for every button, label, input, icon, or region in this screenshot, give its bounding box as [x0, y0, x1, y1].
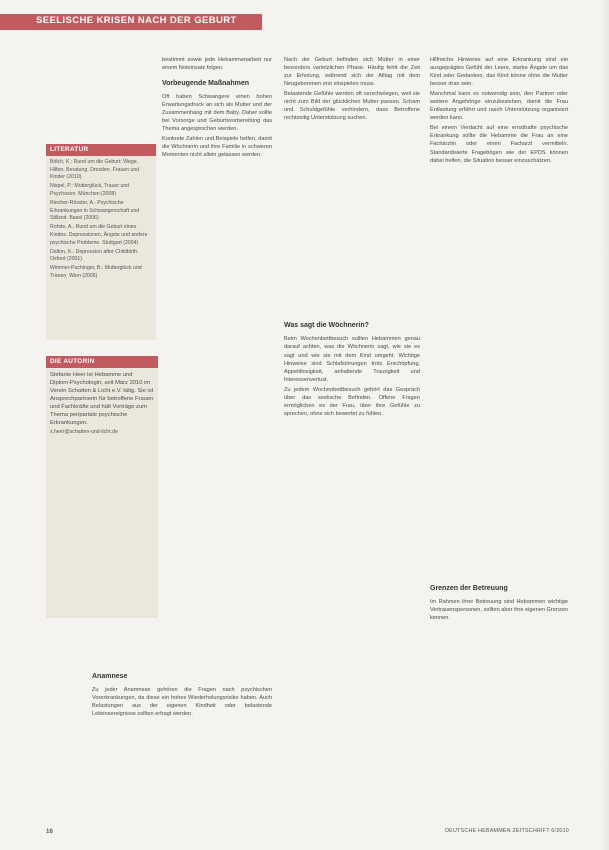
- column-2: [284, 56, 420, 420]
- column-1-lower: [92, 665, 272, 720]
- paragraph: Oft haben Schwangere einen hohen Erwartungsdruck an sich als Mutter und der Zusammenhang mit dem Baby. Daher sollte bei Vorsorge und Geburtsvorbereitung das Thema angesprochen werden.: [162, 94, 272, 133]
- paragraph: Manchmal kann es notwendig sein, den Partner oder weitere Angehörige einzubeziehen, damit die Frau Entlastung erfährt und rasch Unterstützung organisiert werden kann.: [430, 91, 568, 122]
- column-1-body: [162, 80, 272, 161]
- column-3: [430, 56, 568, 624]
- literature-entry: Bölch, K.: Rund um die Geburt: Wege, Hilfen, Beratung. Dresden. Frauen und Kinder (2010): [50, 158, 140, 181]
- paragraph: Nach der Geburt befinden sich Mütter in einer besonders verletzlichen Phase. Häufig fehlt die Zeit zur Erholung, während sich der Alltag mit dem Neugeborenen erst einspielen muss.: [284, 57, 420, 88]
- paragraph: bestimmt sowie jede Hebammenarbeit nur einem Noteinsatz folgen.: [162, 57, 272, 72]
- page-footer: [0, 828, 609, 842]
- subheading-anamnese: Anamnese: [92, 673, 128, 680]
- section-title: SEELISCHE KRISEN NACH DER GEBURT: [36, 15, 237, 26]
- column-1-intro: [162, 56, 272, 74]
- paragraph: Hilfreiche Hinweise auf eine Erkrankung sind ein ausgeprägtes Gefühl der Leere, starke Ängste um das Kind oder Gedanken, das Kind könne ohne die Mutter besser dran sein.: [430, 57, 568, 88]
- subheading-vorbeugende-massnahmen: Vorbeugende Maßnahmen: [162, 80, 249, 87]
- sidebar-label: LITERATUR: [46, 144, 156, 156]
- page-fold-shadow: [601, 0, 609, 850]
- paragraph: Beim Wochenbettbesuch sollten Hebammen genau darauf achten, was die Wöchnerin sagt, wie sie es sagt und wie sie mit dem Kind umgeht. Wichtige Hinweise sind Schlafstörungen trotz Erschöpfung, Appetitlosigkeit, anhaltende Traurigkeit und Interessenverlust.: [284, 336, 420, 383]
- literature-entry: Nispel, P.: Mutterglück, Trauer und Psychosen. München (2008): [50, 183, 130, 197]
- paragraph: Belastende Gefühle werden oft verschwiegen, weil sie nicht zum Bild der glücklichen Mutter passen. Scham und Schuldgefühle verhindern, dass Betroffene rechtzeitig Unterstützung suchen.: [284, 91, 420, 122]
- paragraph: Konkrete Zahlen und Beispiele helfen, damit die Wöchnerin und ihre Familie in schweren Momenten nicht allein gelassen werden.: [162, 136, 272, 159]
- literature-entry: Wimmer-Puchinger, B.: Mutterglück und Tränen. Wien (2005): [50, 265, 142, 279]
- page-number: 16: [46, 828, 53, 835]
- literature-entry: Dalton, K.: Depression after Childbirth. Oxford (2001): [50, 248, 139, 263]
- paragraph: Zu jeder Anamnese gehören die Fragen nach psychischen Vorerkrankungen, da diese ein hohes Wiederholungsrisiko haben. Auch Belastungen aus der eigenen Kindheit oder belastende Lebensereignisse sollten erfragt werden.: [92, 687, 272, 718]
- subheading-grenzen-der-betreuung: Grenzen der Betreuung: [430, 584, 508, 592]
- paragraph: Bei einem Verdacht auf eine ernsthafte psychische Erkrankung sollte die Hebamme die Frau an eine Fachärztin oder einen Facharzt vermitteln. Standardisierte Fragebögen wie der EPDS können dabei helfen, die Situation besser einzuschätzen.: [430, 125, 568, 164]
- author-bio: Stefanie Heer ist Hebamme und Diplom-Psychologin, seit März 2010 im Verein Schatten & Licht e.V. tätig. Sie ist Ansprechpartnerin für betroffene Frauen und Fachkräfte und hält Vorträge zum Thema peripartale psychische Erkrankungen.: [50, 371, 154, 427]
- sidebar-label: DIE AUTORIN: [46, 356, 158, 368]
- paragraph: Im Rahmen ihrer Betreuung sind Hebammen wichtige Vertrauenspersonen, sollten aber ihre eigenen Grenzen kennen.: [430, 598, 568, 621]
- publication-name: DEUTSCHE HEBAMMEN ZEITSCHRIFT 6/2010: [445, 828, 569, 834]
- subheading-was-sagt-die-woechnerin: Was sagt die Wöchnerin?: [284, 322, 369, 330]
- sidebar-literature: [46, 144, 156, 340]
- literature-entry: Riecher-Rössler, A.: Psychische Erkrankungen in Schwangerschaft und Stillzeit. Basel (2006): [50, 199, 140, 222]
- paragraph: Zu jedem Wochenbettbesuch gehört das Gespräch über das seelische Befinden. Offene Fragen ermöglichen es der Frau, über ihre Gefühle zu sprechen, ohne sich bewertet zu fühlen.: [284, 386, 420, 417]
- literature-entry: Rohde, A.: Rund um die Geburt eines Kindes. Depressionen, Ängste und andere psychische Probleme. Stuttgart (2004): [50, 224, 148, 246]
- sidebar-author: [46, 356, 158, 618]
- author-email: s.heer@schatten-und-licht.de: [50, 429, 118, 436]
